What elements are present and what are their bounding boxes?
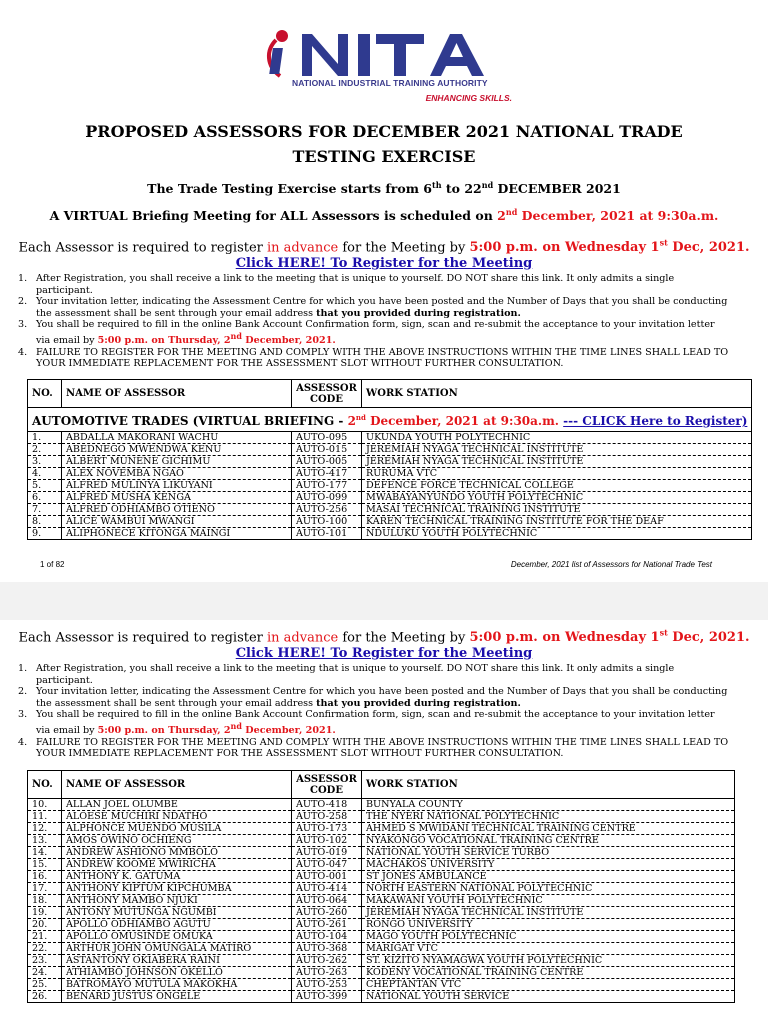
- cell-assessor-name: ALPHONCE MUENDO MUSILA: [62, 823, 292, 835]
- cell-assessor-code: AUTO-019: [292, 847, 362, 859]
- col-header-no: NO.: [28, 380, 62, 408]
- cell-no: 15.: [28, 859, 62, 871]
- cell-no: 22.: [28, 943, 62, 955]
- cell-no: 24.: [28, 967, 62, 979]
- cell-no: 19.: [28, 907, 62, 919]
- table-row: [28, 967, 735, 979]
- cell-work-station: ST. KIZITO NYAMAGWA YOUTH POLYTECHNIC: [362, 955, 735, 967]
- cell-assessor-name: APOLLO OMUSINDE OMUKA: [62, 931, 292, 943]
- cell-assessor-name: ANDREW KOOME MWIRICHA: [62, 859, 292, 871]
- document-page-2: [0, 620, 768, 1024]
- cell-no: 11.: [28, 811, 62, 823]
- cell-assessor-name: BATROMAYO MUTULA MAKOKHA: [62, 979, 292, 991]
- cell-work-station: NORTH EASTERN NATIONAL POLYTECHNIC: [362, 883, 735, 895]
- table-header-row: [28, 380, 752, 408]
- footer-note: December, 2021 list of Assessors for National Trade Test: [510, 560, 712, 569]
- table-row: [28, 907, 735, 919]
- col-header-station: WORK STATION: [362, 771, 735, 799]
- table-row: [28, 871, 735, 883]
- cell-work-station: NYAKONGO VOCATIONAL TRAINING CENTRE: [362, 835, 735, 847]
- table-row: [28, 799, 735, 811]
- cell-assessor-code: AUTO-101: [292, 528, 362, 540]
- cell-assessor-code: AUTO-263: [292, 967, 362, 979]
- logo-tagline: ENHANCING SKILLS.: [425, 93, 512, 103]
- nita-logo: [262, 26, 512, 106]
- cell-assessor-name: ANTONY MUTUNGA NGUMBI: [62, 907, 292, 919]
- cell-work-station: BUNYALA COUNTY: [362, 799, 735, 811]
- cell-work-station: NATIONAL YOUTH SERVICE: [362, 991, 735, 1003]
- cell-work-station: MAGO YOUTH POLYTECHNIC: [362, 931, 735, 943]
- cell-assessor-code: AUTO-262: [292, 955, 362, 967]
- cell-assessor-code: AUTO-173: [292, 823, 362, 835]
- cell-work-station: MASAI TECHNICAL TRAINING INSTITUTE: [362, 504, 752, 516]
- register-link[interactable]: Click HERE! To Register for the Meeting: [235, 646, 533, 661]
- section-register-link[interactable]: --- CLICK Here to Register): [563, 414, 748, 428]
- page-separator: [0, 582, 768, 620]
- cell-assessor-name: BENARD JUSTUS ONGELE: [62, 991, 292, 1003]
- page-title-line-2: TESTING EXERCISE: [292, 147, 476, 166]
- cell-assessor-name: ALOESE MUCHIRI NDATHO: [62, 811, 292, 823]
- cell-assessor-code: AUTO-100: [292, 516, 362, 528]
- cell-assessor-name: ANDREW ASHIONO MMBOLO: [62, 847, 292, 859]
- cell-assessor-name: ABDALLA MAKORANI WACHU: [62, 432, 292, 444]
- assessors-table-page-2: [27, 770, 735, 1003]
- cell-work-station: MARIGAT VTC: [362, 943, 735, 955]
- cell-assessor-code: AUTO-417: [292, 468, 362, 480]
- table-row: [28, 835, 735, 847]
- cell-assessor-code: AUTO-253: [292, 979, 362, 991]
- cell-no: 13.: [28, 835, 62, 847]
- instruction-item: 3. You shall be required to fill in the online Bank Account Confirmation form, sign, scan and re-submit the acceptance to your invitation letter via email by 5:00 p.m. on Thursday, 2nd December, 2021.: [18, 319, 715, 347]
- cell-no: 5.: [28, 480, 62, 492]
- briefing-meeting-line: A VIRTUAL Briefing Meeting for ALL Assessors is scheduled on 2nd December, 2021 at 9:30a.m.: [49, 207, 719, 224]
- cell-assessor-code: AUTO-095: [292, 432, 362, 444]
- cell-assessor-name: ANTHONY KIPTUM KIPCHUMBA: [62, 883, 292, 895]
- cell-work-station: JEREMIAH NYAGA TECHNICAL INSTITUTE: [362, 444, 752, 456]
- table-row: [28, 943, 735, 955]
- cell-assessor-name: ARTHUR JOHN OMUNGALA MATIRO: [62, 943, 292, 955]
- col-header-name: NAME OF ASSESSOR: [62, 771, 292, 799]
- cell-no: 8.: [28, 516, 62, 528]
- cell-no: 26.: [28, 991, 62, 1003]
- cell-work-station: KAREN TECHNICAL TRAINING INSTITUTE FOR THE DEAF: [362, 516, 752, 528]
- cell-assessor-code: AUTO-104: [292, 931, 362, 943]
- cell-work-station: JEREMIAH NYAGA TECHNICAL INSTITUTE: [362, 907, 735, 919]
- register-instruction: Each Assessor is required to register in advance for the Meeting by 5:00 p.m. on Wednesday 1st Dec, 2021.: [18, 628, 750, 646]
- table-row: [28, 859, 735, 871]
- table-row: [28, 991, 735, 1003]
- cell-work-station: THE NYERI NATIONAL POLYTECHNIC: [362, 811, 735, 823]
- instructions-list: [18, 663, 730, 760]
- cell-assessor-code: AUTO-001: [292, 871, 362, 883]
- table-row: [28, 955, 735, 967]
- table-row: [28, 480, 752, 492]
- cell-assessor-code: AUTO-399: [292, 991, 362, 1003]
- col-header-name: NAME OF ASSESSOR: [62, 380, 292, 408]
- logo-full-name: NATIONAL INDUSTRIAL TRAINING AUTHORITY: [292, 78, 488, 88]
- cell-assessor-name: APOLLO ODHIAMBO AGUTU: [62, 919, 292, 931]
- cell-no: 18.: [28, 895, 62, 907]
- instructions-list: [18, 273, 730, 370]
- cell-assessor-code: AUTO-005: [292, 456, 362, 468]
- cell-no: 21.: [28, 931, 62, 943]
- cell-assessor-name: ANTHONY K. GATUMA: [62, 871, 292, 883]
- col-header-code: ASSESSOR CODE: [292, 771, 362, 799]
- cell-no: 17.: [28, 883, 62, 895]
- cell-no: 4.: [28, 468, 62, 480]
- table-row: [28, 811, 735, 823]
- cell-assessor-name: ALEX NOVEMBA NGAO: [62, 468, 292, 480]
- cell-no: 20.: [28, 919, 62, 931]
- register-link[interactable]: Click HERE! To Register for the Meeting: [235, 256, 533, 271]
- cell-work-station: MWABAYANYUNDO YOUTH POLYTECHNIC: [362, 492, 752, 504]
- cell-assessor-name: ALBERT MUNENE GICHIMU: [62, 456, 292, 468]
- cell-work-station: JEREMIAH NYAGA TECHNICAL INSTITUTE: [362, 456, 752, 468]
- cell-no: 9.: [28, 528, 62, 540]
- table-row: [28, 492, 752, 504]
- table-row: [28, 931, 735, 943]
- cell-assessor-name: ALICE WAMBUI MWANGI: [62, 516, 292, 528]
- cell-work-station: MACHAKOS UNIVERSITY: [362, 859, 735, 871]
- cell-no: 7.: [28, 504, 62, 516]
- instruction-item: 1. After Registration, you shall receive a link to the meeting that is unique to yourself. DO NOT share this link. It only admits a single participant.: [18, 273, 675, 296]
- cell-assessor-name: ALFRED ODHIAMBO OTIENO: [62, 504, 292, 516]
- cell-assessor-code: AUTO-414: [292, 883, 362, 895]
- cell-work-station: UKUNDA YOUTH POLYTECHNIC: [362, 432, 752, 444]
- cell-no: 1.: [28, 432, 62, 444]
- cell-assessor-name: ALFRED MUSHA KENGA: [62, 492, 292, 504]
- table-row: [28, 919, 735, 931]
- table-row: [28, 528, 752, 540]
- cell-work-station: NDULUKU YOUTH POLYTECHNIC: [362, 528, 752, 540]
- cell-work-station: ST JONES AMBULANCE: [362, 871, 735, 883]
- cell-work-station: DEFENCE FORCE TECHNICAL COLLEGE: [362, 480, 752, 492]
- table-row: [28, 847, 735, 859]
- table-row: [28, 444, 752, 456]
- cell-work-station: AHMED S MWIDANI TECHNICAL TRAINING CENTRE: [362, 823, 735, 835]
- col-header-code: ASSESSOR CODE: [292, 380, 362, 408]
- cell-assessor-code: AUTO-047: [292, 859, 362, 871]
- instruction-item: 4. FAILURE TO REGISTER FOR THE MEETING AND COMPLY WITH THE ABOVE INSTRUCTIONS WITHIN THE TIME LINES SHALL LEAD TO YOUR IMMEDIATE REPLACEMENT FOR THE ASSESSMENT SLOT WITHOUT FURTHER CONSULTATION.: [18, 736, 729, 760]
- cell-no: 2.: [28, 444, 62, 456]
- cell-no: 12.: [28, 823, 62, 835]
- cell-no: 23.: [28, 955, 62, 967]
- cell-assessor-code: AUTO-261: [292, 919, 362, 931]
- cell-work-station: KODENY VOCATIONAL TRAINING CENTRE: [362, 967, 735, 979]
- table-row: [28, 979, 735, 991]
- instruction-item: 1. After Registration, you shall receive a link to the meeting that is unique to yourself. DO NOT share this link. It only admits a single participant.: [18, 663, 675, 686]
- cell-no: 16.: [28, 871, 62, 883]
- table-row: [28, 456, 752, 468]
- col-header-station: WORK STATION: [362, 380, 752, 408]
- cell-assessor-name: ABEDNEGO MWENDWA KENU: [62, 444, 292, 456]
- table-header-row: [28, 771, 735, 799]
- cell-assessor-name: ANTHONY MAMBO NJUKI: [62, 895, 292, 907]
- instruction-item: 4. FAILURE TO REGISTER FOR THE MEETING AND COMPLY WITH THE ABOVE INSTRUCTIONS WITHIN THE TIME LINES SHALL LEAD TO YOUR IMMEDIATE REPLACEMENT FOR THE ASSESSMENT SLOT WITHOUT FURTHER CONSULTATION.: [18, 346, 729, 370]
- table-row: [28, 883, 735, 895]
- cell-no: 25.: [28, 979, 62, 991]
- cell-assessor-name: ALIPHONECE KITONGA MAINGI: [62, 528, 292, 540]
- cell-assessor-name: ALLAN JOEL OLUMBE: [62, 799, 292, 811]
- cell-assessor-code: AUTO-099: [292, 492, 362, 504]
- section-row-automotive: AUTOMOTIVE TRADES (VIRTUAL BRIEFING - 2nd December, 2021 at 9:30a.m. --- CLICK Here to Register): [28, 408, 752, 432]
- cell-assessor-code: AUTO-177: [292, 480, 362, 492]
- cell-assessor-name: ALFRED MULINYA LIKUYANI: [62, 480, 292, 492]
- table-row: [28, 516, 752, 528]
- cell-work-station: CHEPTANTAN VTC: [362, 979, 735, 991]
- page-title-line-1: PROPOSED ASSESSORS FOR DECEMBER 2021 NATIONAL TRADE: [85, 122, 683, 141]
- cell-assessor-name: ATHIAMBO JOHNSON OKELLO: [62, 967, 292, 979]
- trade-test-dates: The Trade Testing Exercise starts from 6th to 22nd DECEMBER 2021: [147, 180, 621, 197]
- cell-assessor-code: AUTO-064: [292, 895, 362, 907]
- page-number: 1 of 82: [40, 560, 65, 569]
- cell-assessor-code: AUTO-015: [292, 444, 362, 456]
- instruction-item: 2. Your invitation letter, indicating the Assessment Centre for which you have been posted and the Number of Days that you shall be conducting the assessment shall be sent through your email address that you provided during registration.: [18, 296, 728, 319]
- assessors-table-page-1: [27, 379, 752, 540]
- cell-work-station: NATIONAL YOUTH SERVICE TURBO: [362, 847, 735, 859]
- col-header-no: NO.: [28, 771, 62, 799]
- cell-assessor-name: ASTANTONY OKIABERA RAINI: [62, 955, 292, 967]
- cell-no: 6.: [28, 492, 62, 504]
- cell-work-station: MAKAWANI YOUTH POLYTECHNIC: [362, 895, 735, 907]
- cell-assessor-code: AUTO-258: [292, 811, 362, 823]
- cell-work-station: RURUMA VTC: [362, 468, 752, 480]
- cell-assessor-code: AUTO-260: [292, 907, 362, 919]
- nita-logo-mark: [262, 26, 512, 82]
- cell-assessor-code: AUTO-256: [292, 504, 362, 516]
- cell-assessor-code: AUTO-102: [292, 835, 362, 847]
- table-row: [28, 895, 735, 907]
- cell-assessor-code: AUTO-418: [292, 799, 362, 811]
- register-instruction: Each Assessor is required to register in advance for the Meeting by 5:00 p.m. on Wednesday 1st Dec, 2021.: [18, 238, 750, 256]
- table-row: [28, 504, 752, 516]
- instruction-item: 3. You shall be required to fill in the online Bank Account Confirmation form, sign, scan and re-submit the acceptance to your invitation letter via email by 5:00 p.m. on Thursday, 2nd December, 2021.: [18, 709, 715, 737]
- cell-no: 3.: [28, 456, 62, 468]
- instruction-item: 2. Your invitation letter, indicating the Assessment Centre for which you have been posted and the Number of Days that you shall be conducting the assessment shall be sent through your email address that you provided during registration.: [18, 686, 728, 709]
- cell-work-station: RONGO UNIVERSITY: [362, 919, 735, 931]
- table-row: [28, 823, 735, 835]
- cell-assessor-name: AMOS OWINO OCHIENG: [62, 835, 292, 847]
- cell-assessor-code: AUTO-368: [292, 943, 362, 955]
- cell-no: 14.: [28, 847, 62, 859]
- cell-no: 10.: [28, 799, 62, 811]
- table-row: [28, 468, 752, 480]
- table-row: [28, 432, 752, 444]
